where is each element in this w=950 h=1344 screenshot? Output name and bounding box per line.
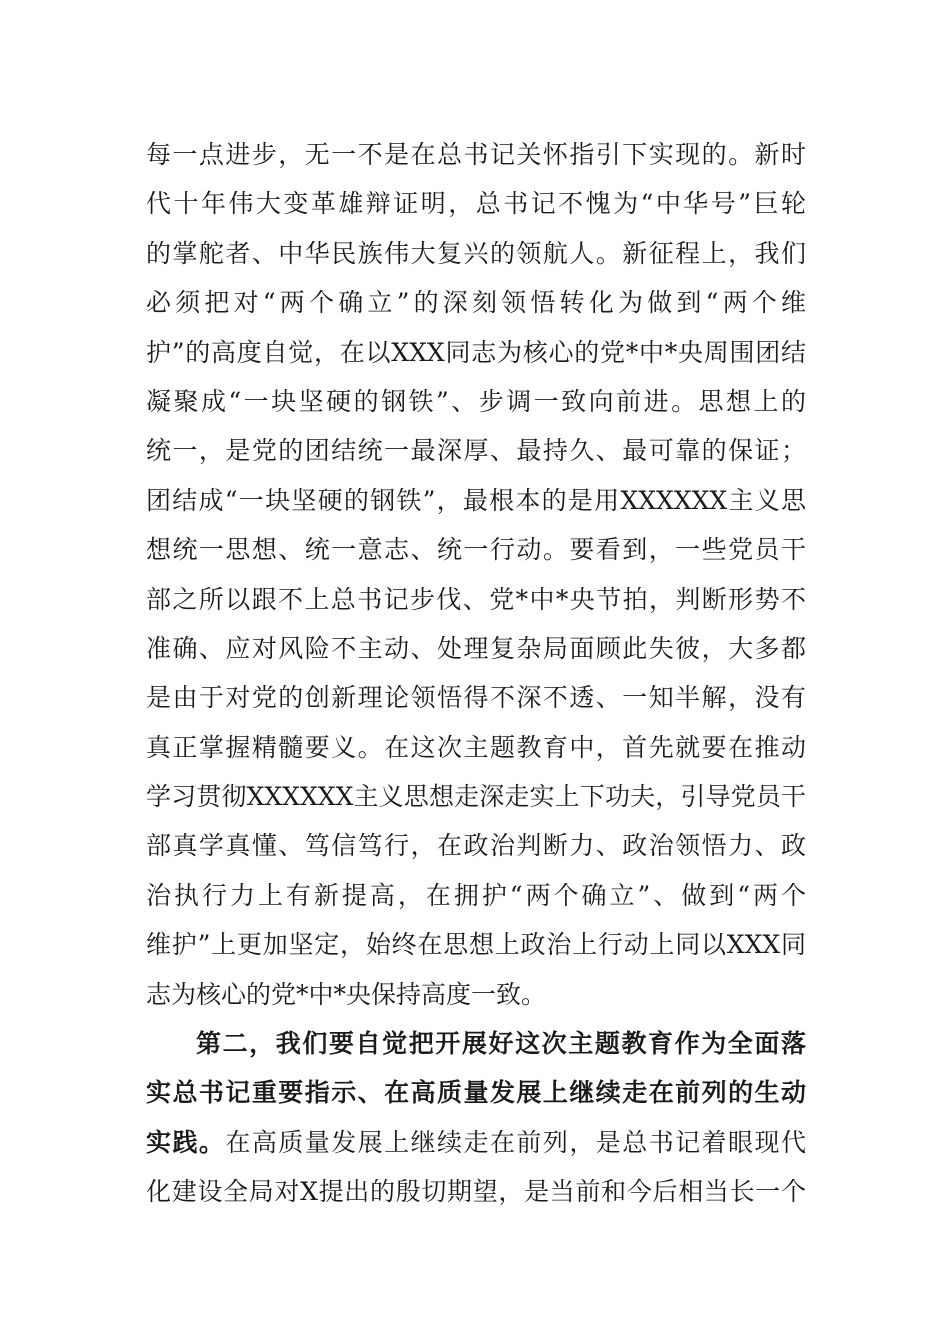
text-line: 的掌舵者、中华民族伟大复兴的领航人。新征程上，我们 bbox=[146, 238, 806, 268]
text-line: 维护”上更加坚定，始终在思想上政治上行动上同以XXX同 bbox=[146, 930, 806, 960]
text-line: 凝聚成“一块坚硬的钢铁”、步调一致向前进。思想上的 bbox=[146, 386, 806, 416]
text-line: 每一点进步，无一不是在总书记关怀指引下实现的。新时 bbox=[146, 140, 806, 169]
text-line: 志为核心的党*中*央保持高度一致。 bbox=[146, 979, 547, 1009]
text-line: 团结成“一块坚硬的钢铁”，最根本的是用XXXXXX主义思 bbox=[146, 485, 806, 515]
text-run: 在高质量发展上继续走在前列，是总书记着眼现代 bbox=[225, 1127, 806, 1157]
text-line: 统一，是党的团结统一最深厚、最持久、最可靠的保证； bbox=[146, 436, 806, 466]
body-text bbox=[146, 130, 806, 1217]
paragraph-1 bbox=[146, 130, 806, 1019]
section-heading-line: 实总书记重要指示、在高质量发展上继续走在前列的生动 bbox=[146, 1078, 806, 1108]
text-line: 化建设全局对X提出的殷切期望，是当前和今后相当长一个 bbox=[146, 1177, 806, 1207]
text-line: 部之所以跟不上总书记步伐、党*中*央节拍，判断形势不 bbox=[146, 584, 806, 614]
text-line: 治执行力上有新提高，在拥护“两个确立”、做到“两个 bbox=[146, 880, 806, 910]
section-heading-end: 实践。 bbox=[146, 1127, 226, 1157]
text-line: 真正掌握精髓要义。在这次主题教育中，首先就要在推动 bbox=[146, 732, 806, 762]
text-line: 想统一思想、统一意志、统一行动。要看到，一些党员干 bbox=[146, 535, 806, 565]
text-line: 部真学真懂、笃信笃行，在政治判断力、政治领悟力、政 bbox=[146, 831, 806, 861]
text-line bbox=[146, 1118, 806, 1167]
text-line: 学习贯彻XXXXXX主义思想走深走实上下功夫，引导党员干 bbox=[146, 782, 806, 812]
text-line: 护”的高度自觉，在以XXX同志为核心的党*中*央周围团结 bbox=[146, 337, 806, 367]
text-line: 代十年伟大变革雄辩证明，总书记不愧为“中华号”巨轮 bbox=[146, 189, 806, 219]
section-heading-line: 第二，我们要自觉把开展好这次主题教育作为全面落 bbox=[196, 1029, 806, 1059]
text-line: 必须把对“两个确立”的深刻领悟转化为做到“两个维 bbox=[146, 288, 806, 318]
paragraph-2 bbox=[146, 1019, 806, 1217]
text-line: 是由于对党的创新理论领悟得不深不透、一知半解，没有 bbox=[146, 683, 806, 713]
text-line: 准确、应对风险不主动、处理复杂局面顾此失彼，大多都 bbox=[146, 633, 806, 663]
